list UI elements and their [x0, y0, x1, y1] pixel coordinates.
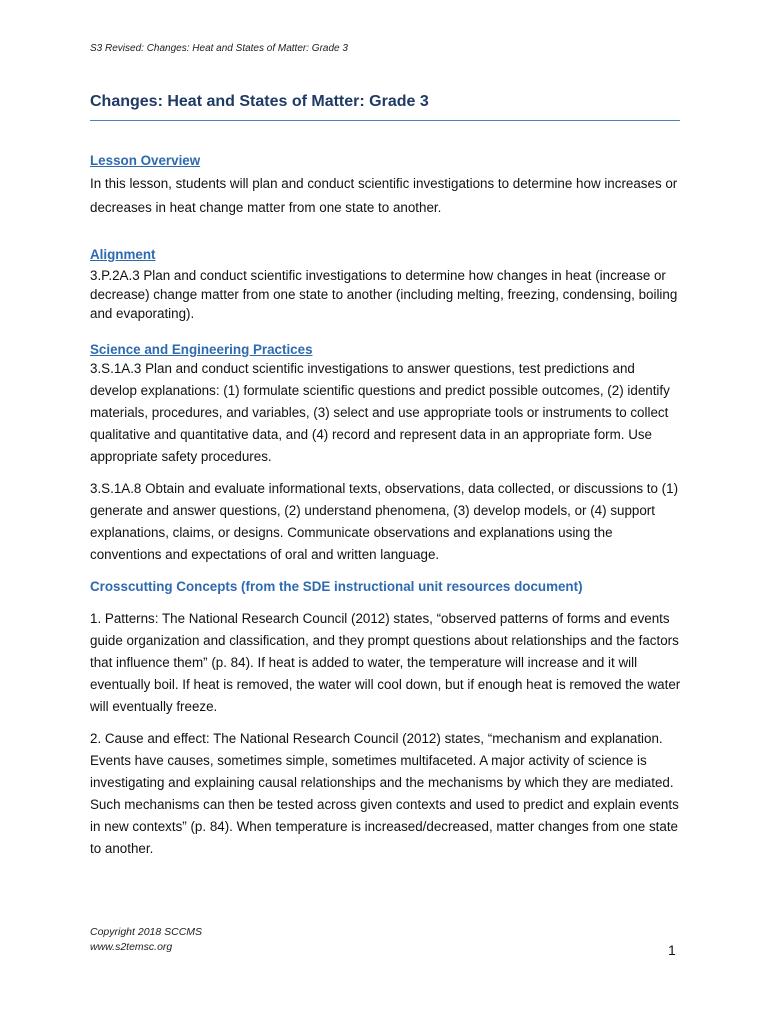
footer: [90, 925, 202, 955]
running-header: S3 Revised: Changes: Heat and States of Matter: Grade 3: [90, 43, 348, 54]
practices-heading: Science and Engineering Practices: [90, 342, 313, 357]
alignment-text: 3.P.2A.3 Plan and conduct scientific investigations to determine how changes in heat (increase or decrease) change matter from one state to another (including melting, freezing, condensing, boiling and evaporating).: [90, 268, 678, 321]
title-divider: [90, 120, 680, 121]
practices-paragraph-1: 3.S.1A.3 Plan and conduct scientific investigations to answer questions, test predictions and develop explanations: (1) formulate scientific questions and predict possible outcomes, (2) identify materials, procedures, and variables, (3) select and use appropriate tools or instruments to collect qualitative and quantitative data, and (4) record and represent data in an appropriate form. Use appropriate safety procedures.: [90, 361, 670, 464]
copyright-text: Copyright 2018 SCCMS: [90, 926, 203, 938]
lesson-overview-text: In this lesson, students will plan and conduct scientific investigations to determine how increases or decreases in heat change matter from one state to another.: [90, 176, 678, 215]
website-text: www.s2temsc.org: [90, 941, 173, 953]
crosscutting-paragraph-2: 2. Cause and effect: The National Research Council (2012) states, “mechanism and explanation. Events have causes, sometimes simple, sometimes multifaceted. A major activity of science is investigating and explaining causal relationships and the mechanisms by which they are mediated. Such mechanisms can then be tested across given contexts and used to predict and explain events in new contexts” (p. 84). When temperature is increased/decreased, matter changes from one state to another.: [90, 731, 679, 856]
crosscutting-paragraph-1: 1. Patterns: The National Research Council (2012) states, “observed patterns of forms and events guide organization and classification, and they prompt questions about relationships and the factors that influence them” (p. 84). If heat is added to water, the temperature will increase and it will eventually boil. If heat is removed, the water will cool down, but if enough heat is removed the water will eventually freeze.: [90, 611, 681, 714]
practices-paragraph-2: 3.S.1A.8 Obtain and evaluate informational texts, observations, data collected, or discussions to (1) generate and answer questions, (2) understand phenomena, (3) develop models, or (4) support explanations, claims, or designs. Communicate observations and explanations using the conventions and expectations of oral and written language.: [90, 481, 679, 562]
lesson-overview-heading: Lesson Overview: [90, 153, 201, 168]
document-title: Changes: Heat and States of Matter: Grade 3: [90, 93, 429, 110]
alignment-heading: Alignment: [90, 247, 156, 262]
page-number: 1: [668, 942, 676, 958]
crosscutting-heading: Crosscutting Concepts (from the SDE instructional unit resources document): [90, 579, 583, 594]
document-body: [90, 150, 682, 860]
